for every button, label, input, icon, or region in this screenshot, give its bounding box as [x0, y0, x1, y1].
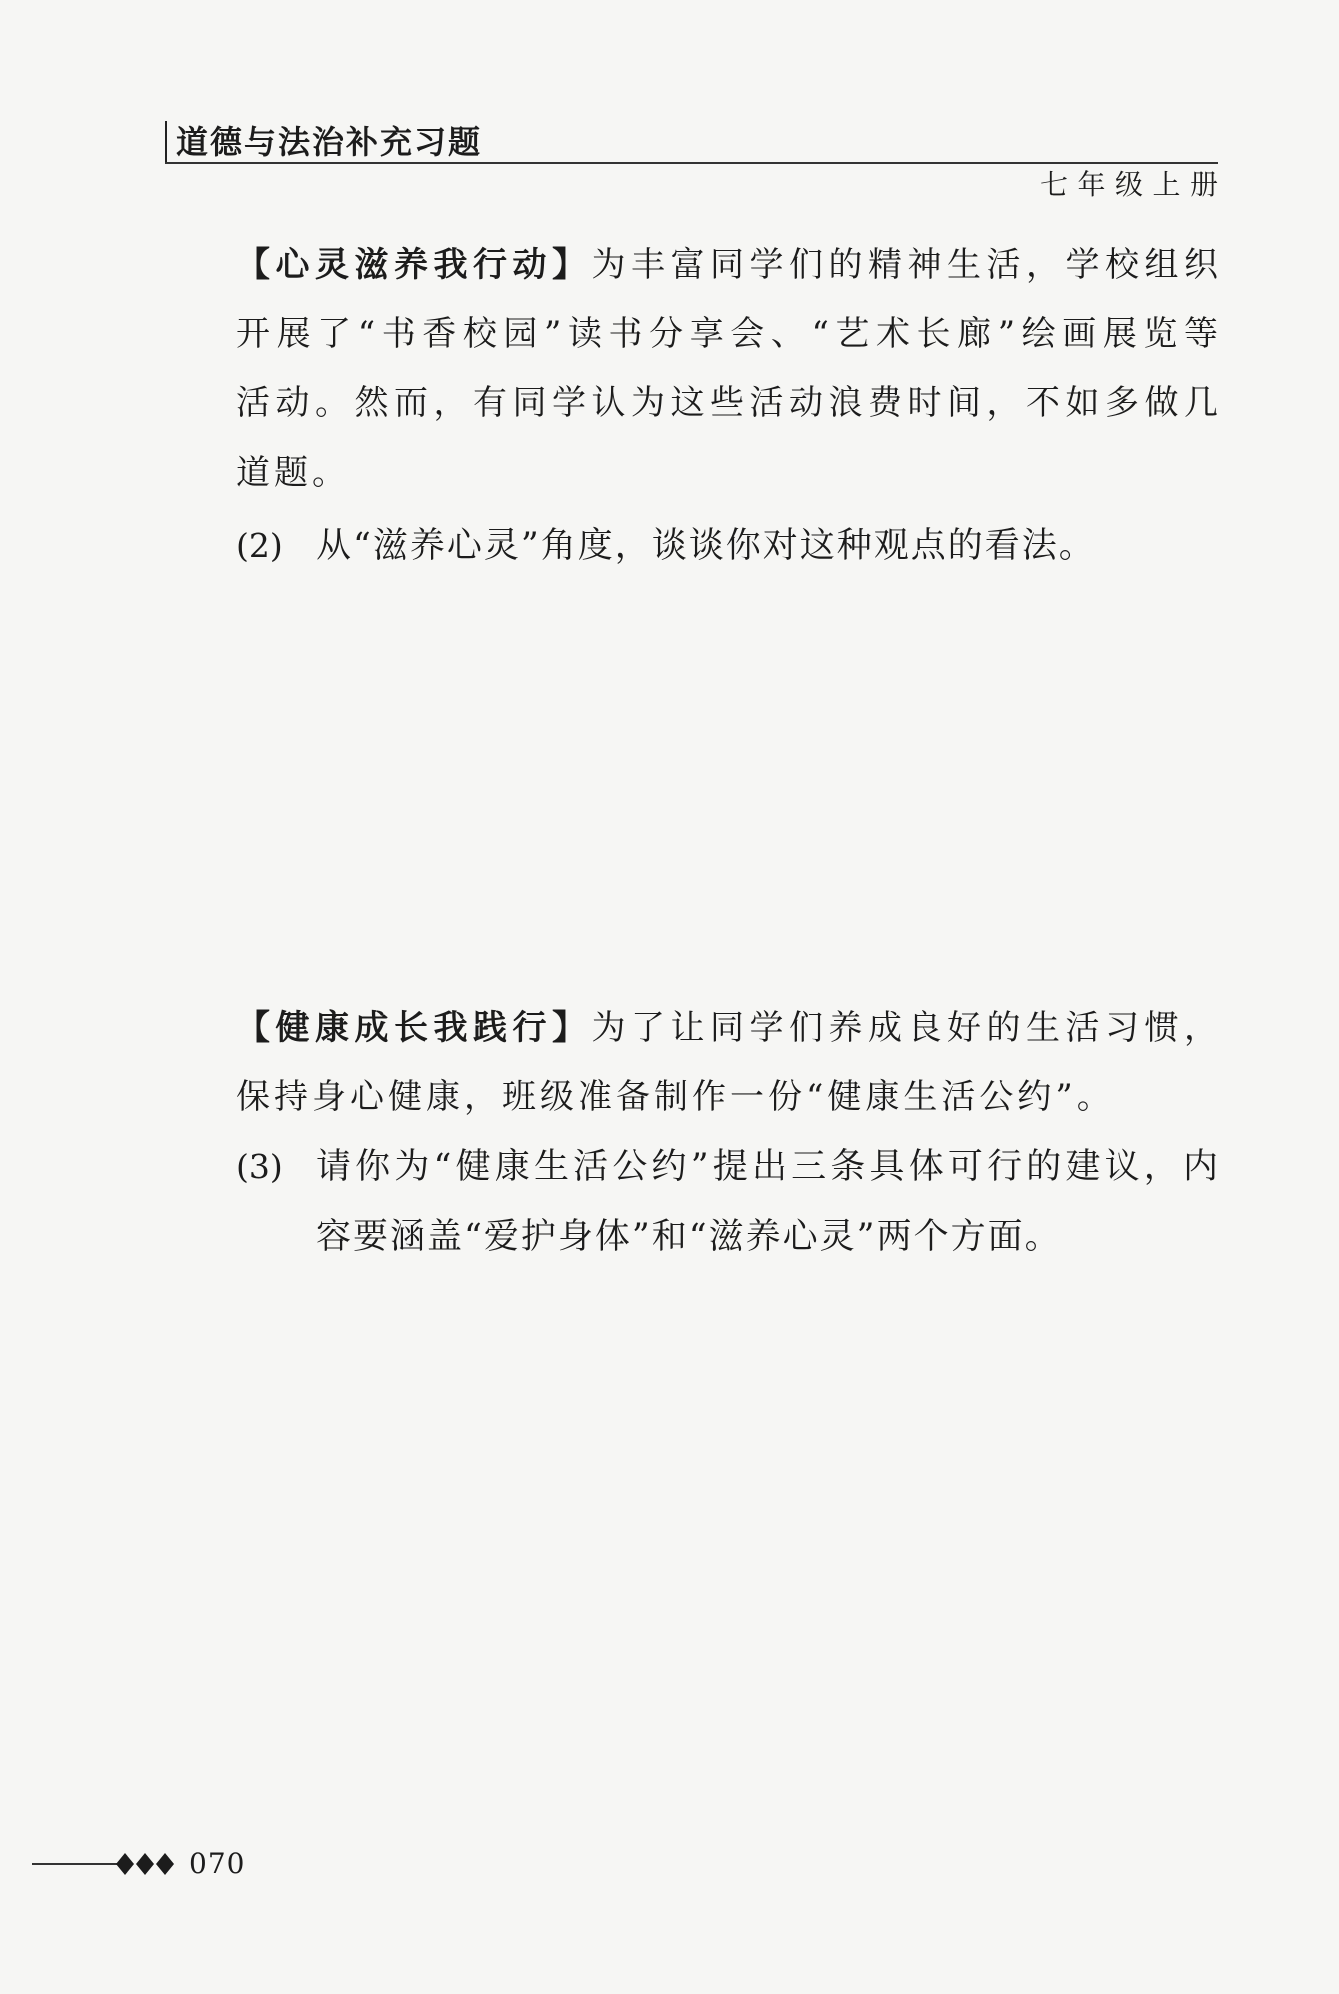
section1-line-2: 开展了“书香校园”读书分享会、“艺术长廊”绘画展览等 — [236, 314, 1218, 354]
diamond-icon — [116, 1853, 134, 1875]
grade-label: 七年级上册 — [1040, 168, 1218, 201]
question2-number: (2) — [236, 526, 283, 565]
diamond-icon — [116, 1852, 174, 1876]
question3-number: (3) — [236, 1147, 283, 1186]
diamond-icon — [136, 1853, 154, 1875]
section1-label: 【心灵滋养我行动】 — [236, 245, 592, 285]
header-bar — [165, 121, 167, 163]
section1-line-1 — [236, 230, 1218, 300]
book-title: 道德与法治补充习题 — [176, 123, 483, 161]
section2-line-1 — [236, 993, 1218, 1063]
header-rule — [165, 162, 1218, 164]
section2-label: 【健康成长我践行】 — [236, 1008, 592, 1048]
section1-text: 为丰富同学们的精神生活，学校组织 — [591, 245, 1218, 285]
section2-text: 为了让同学们养成良好的生活习惯， — [591, 1008, 1218, 1048]
question3-line-1: 请你为“健康生活公约”提出三条具体可行的建议，内 — [316, 1147, 1218, 1187]
question3-line-2: 容要涵盖“爱护身体”和“滋养心灵”两个方面。 — [316, 1217, 1062, 1257]
footer-rule — [32, 1863, 118, 1865]
page-number: 070 — [189, 1847, 246, 1880]
section1-line-3: 活动。然而，有同学认为这些活动浪费时间，不如多做几 — [236, 383, 1218, 423]
diamond-icon — [156, 1853, 174, 1875]
section1-line-4: 道题。 — [236, 453, 350, 493]
section2-line-2: 保持身心健康，班级准备制作一份“健康生活公约”。 — [236, 1077, 1115, 1117]
question2-text: 从“滋养心灵”角度，谈谈你对这种观点的看法。 — [316, 526, 1096, 566]
